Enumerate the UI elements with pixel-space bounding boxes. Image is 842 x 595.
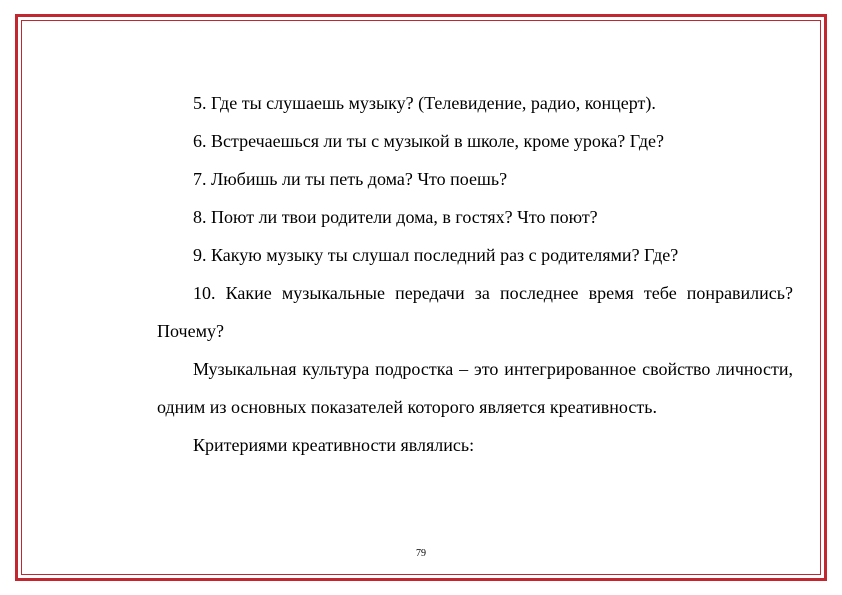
page-number: 79 <box>416 548 426 559</box>
question-6: 6. Встречаешься ли ты с музыкой в школе, кроме урока? Где? <box>193 131 664 151</box>
document-body <box>157 84 793 464</box>
question-9: 9. Какую музыку ты слушал последний раз с родителями? Где? <box>193 245 679 265</box>
paragraph-music-culture: Музыкальная культура подростка – это интегрированное свойство личности, одним из основных показателей которого является креативность. <box>157 359 793 417</box>
question-8: 8. Поют ли твои родители дома, в гостях? Что поют? <box>193 207 598 227</box>
question-7: 7. Любишь ли ты петь дома? Что поешь? <box>193 169 508 189</box>
question-5: 5. Где ты слушаешь музыку? (Телевидение, радио, концерт). <box>193 93 656 113</box>
question-10: 10. Какие музыкальные передачи за последнее время тебе понравились? Почему? <box>157 283 793 341</box>
paragraph-criteria: Критериями креативности являлись: <box>193 435 475 455</box>
